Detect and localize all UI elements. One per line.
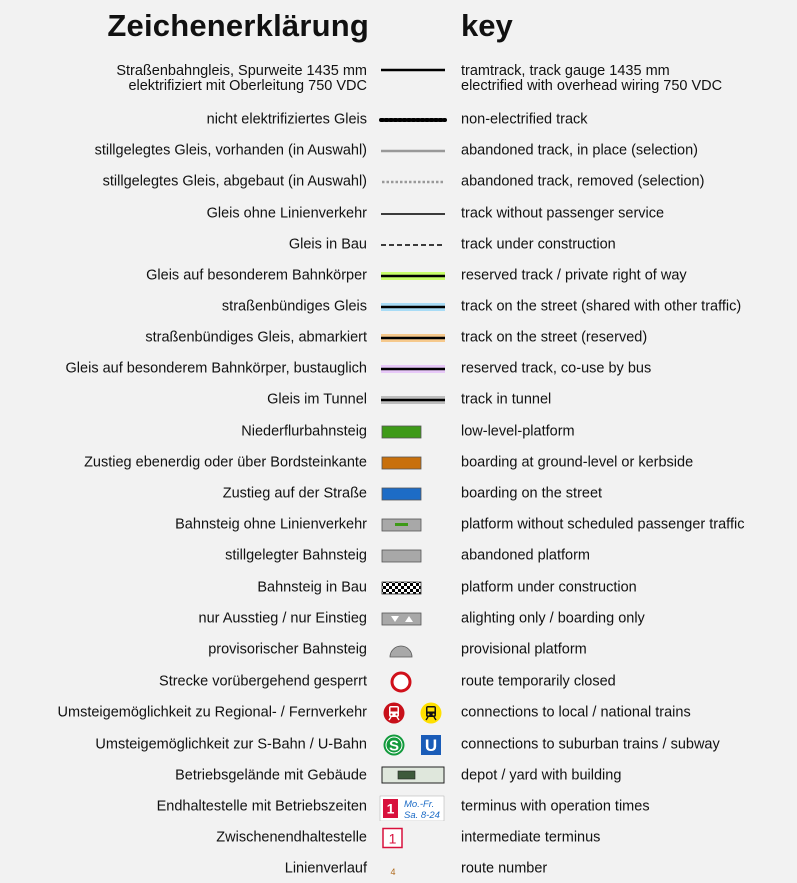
- svg-text:U: U: [424, 736, 438, 755]
- grey-line-icon: [377, 137, 447, 165]
- legend-row: [0, 699, 797, 727]
- blue-platform-icon: [377, 480, 447, 508]
- legend-label-de: Gleis im Tunnel: [267, 391, 367, 408]
- legend-label-en: alighting only / boarding only: [461, 610, 645, 627]
- legend-row: [0, 824, 797, 852]
- legend-label-de: Strecke vorübergehend gesperrt: [159, 673, 367, 690]
- legend-label-de: straßenbündiges Gleis, abmarkiert: [145, 329, 367, 346]
- legend-row: [0, 324, 797, 352]
- legend-label-de: Gleis ohne Linienverkehr: [206, 205, 367, 222]
- terminus-times-saturday: Sa. 8-24: [404, 810, 440, 821]
- legend-label-en: platform without scheduled passenger traffic: [461, 516, 745, 533]
- legend-label-de: Niederflurbahnsteig: [241, 423, 367, 440]
- triangle-platform-icon: [377, 605, 447, 633]
- half-circle-platform-icon: [377, 636, 447, 664]
- solid-line-icon: [377, 59, 447, 99]
- legend-label-en: track under construction: [461, 236, 616, 253]
- legend-row: [0, 59, 797, 99]
- legend-row: [0, 449, 797, 477]
- tunnel-line-icon: [377, 386, 447, 414]
- legend-label-de: Umsteigemöglichkeit zu Regional- / Fernverkehr: [57, 704, 367, 721]
- legend-title-de: Zeichenerklärung: [107, 8, 369, 43]
- legend-row: [0, 480, 797, 508]
- legend-label-en: boarding at ground-level or kerbside: [461, 454, 694, 471]
- green-halo-line-icon: [377, 262, 447, 290]
- grey-dotted-line-icon: [377, 168, 447, 196]
- legend-label-en: reserved track, co-use by bus: [461, 360, 652, 377]
- legend-label-de: Zustieg ebenerdig oder über Bordsteinkante: [84, 454, 367, 471]
- legend-label-en: abandoned track, in place (selection): [461, 142, 698, 159]
- terminus-line-number: 1: [386, 800, 395, 817]
- legend-label-en: tramtrack, track gauge 1435 mm: [461, 63, 670, 79]
- legend-row: [0, 386, 797, 414]
- legend-label-en: intermediate terminus: [461, 829, 601, 846]
- green-platform-icon: [377, 418, 447, 446]
- legend-label-de: Umsteigemöglichkeit zur S-Bahn / U-Bahn: [95, 736, 367, 753]
- legend-label-de: stillgelegtes Gleis, vorhanden (in Auswahl): [94, 142, 367, 159]
- legend-row: [0, 293, 797, 321]
- legend-label-de: Endhaltestelle mit Betriebszeiten: [156, 798, 367, 815]
- legend-row: [0, 574, 797, 602]
- legend-label-en: connections to suburban trains / subway: [461, 736, 720, 753]
- terminus-icon: [377, 793, 447, 821]
- orange-halo-line-icon: [377, 324, 447, 352]
- legend-row: [0, 762, 797, 790]
- legend-row: [0, 200, 797, 228]
- legend-row: [0, 636, 797, 664]
- legend-label-en: track on the street (shared with other traffic): [461, 298, 742, 315]
- legend-label-de: Gleis in Bau: [288, 236, 367, 253]
- legend-label-en: non-electrified track: [461, 111, 588, 128]
- checkered-platform-icon: [377, 574, 447, 602]
- legend-label-de: Straßenbahngleis, Spurweite 1435 mm: [116, 63, 367, 79]
- legend-row: [0, 355, 797, 383]
- legend-row: [0, 262, 797, 290]
- route-number: 4: [390, 867, 396, 877]
- legend-label-en: reserved track / private right of way: [461, 267, 687, 284]
- blue-halo-line-icon: [377, 293, 447, 321]
- legend-label-en: abandoned platform: [461, 547, 590, 564]
- legend-label-en: abandoned track, removed (selection): [461, 173, 705, 190]
- legend-label-en: connections to local / national trains: [461, 704, 691, 721]
- legend-label-en: depot / yard with building: [461, 767, 622, 784]
- legend-row: [0, 542, 797, 570]
- legend-label-en: track in tunnel: [461, 391, 552, 408]
- purple-halo-line-icon: [377, 355, 447, 383]
- regional-train-icon: [384, 703, 405, 724]
- legend-label-de: nur Ausstieg / nur Einstieg: [198, 610, 367, 627]
- intermediate-terminus-icon: [377, 824, 447, 852]
- legend-row: [0, 511, 797, 539]
- legend-row: [0, 668, 797, 696]
- legend-label-en: low-level-platform: [461, 423, 575, 440]
- legend-label-en: provisional platform: [461, 641, 587, 658]
- route-number-icon: [377, 855, 447, 883]
- legend-label-de: Gleis auf besonderem Bahnkörper: [146, 267, 367, 284]
- legend-row: [0, 605, 797, 633]
- legend-title-en: key: [461, 8, 513, 43]
- legend-label-de: Betriebsgelände mit Gebäude: [175, 767, 367, 784]
- ubahn-icon: [421, 735, 441, 755]
- grey-platform-icon: [377, 542, 447, 570]
- legend-label-de: provisorischer Bahnsteig: [208, 641, 367, 658]
- legend-label-de: stillgelegtes Gleis, abgebaut (in Auswahl): [102, 173, 367, 190]
- legend-label-en: route number: [461, 860, 548, 877]
- legend-row: [0, 418, 797, 446]
- legend-row: [0, 168, 797, 196]
- legend-row: [0, 106, 797, 134]
- legend-row: [0, 793, 797, 821]
- legend-label-en: platform under construction: [461, 579, 637, 596]
- sbahn-icon: [384, 735, 405, 756]
- legend-label-de: Bahnsteig ohne Linienverkehr: [175, 516, 367, 533]
- legend-label-en: terminus with operation times: [461, 798, 650, 815]
- legend-label-de: straßenbündiges Gleis: [221, 298, 367, 315]
- legend-row: [0, 231, 797, 259]
- terminus-times-weekday: Mo.-Fr.: [404, 799, 435, 810]
- grey-platform-green-dash-icon: [377, 511, 447, 539]
- svg-text:S: S: [388, 737, 400, 755]
- legend-label-en: route temporarily closed: [461, 673, 616, 690]
- legend-row: [0, 731, 797, 759]
- legend-label-de: Zustieg auf der Straße: [222, 485, 367, 502]
- legend-label-en: track on the street (reserved): [461, 329, 648, 346]
- legend-row: [0, 855, 797, 883]
- legend-label-en-line2: electrified with overhead wiring 750 VDC: [461, 78, 723, 94]
- legend-label-de: stillgelegter Bahnsteig: [225, 547, 367, 564]
- legend-label-de: Gleis auf besonderem Bahnkörper, bustauglich: [65, 360, 367, 377]
- brown-platform-icon: [377, 449, 447, 477]
- closed-sign-icon: [377, 668, 447, 696]
- intermediate-terminus-number: 1: [388, 830, 397, 847]
- legend-label-en: track without passenger service: [461, 205, 665, 222]
- national-train-icon: [421, 703, 442, 724]
- thin-line-icon: [377, 200, 447, 228]
- legend-label-de-line2: elektrifiziert mit Oberleitung 750 VDC: [128, 78, 367, 94]
- dashed-line-icon: [377, 231, 447, 259]
- legend-label-de: Linienverlauf: [284, 860, 367, 877]
- legend-label-de: Zwischenendhaltestelle: [216, 829, 367, 846]
- beaded-line-icon: [377, 106, 447, 134]
- legend-label-de: Bahnsteig in Bau: [257, 579, 367, 596]
- legend-row: [0, 137, 797, 165]
- depot-icon: [377, 762, 447, 790]
- legend-label-en: boarding on the street: [461, 485, 603, 502]
- legend-label-de: nicht elektrifiziertes Gleis: [206, 111, 367, 128]
